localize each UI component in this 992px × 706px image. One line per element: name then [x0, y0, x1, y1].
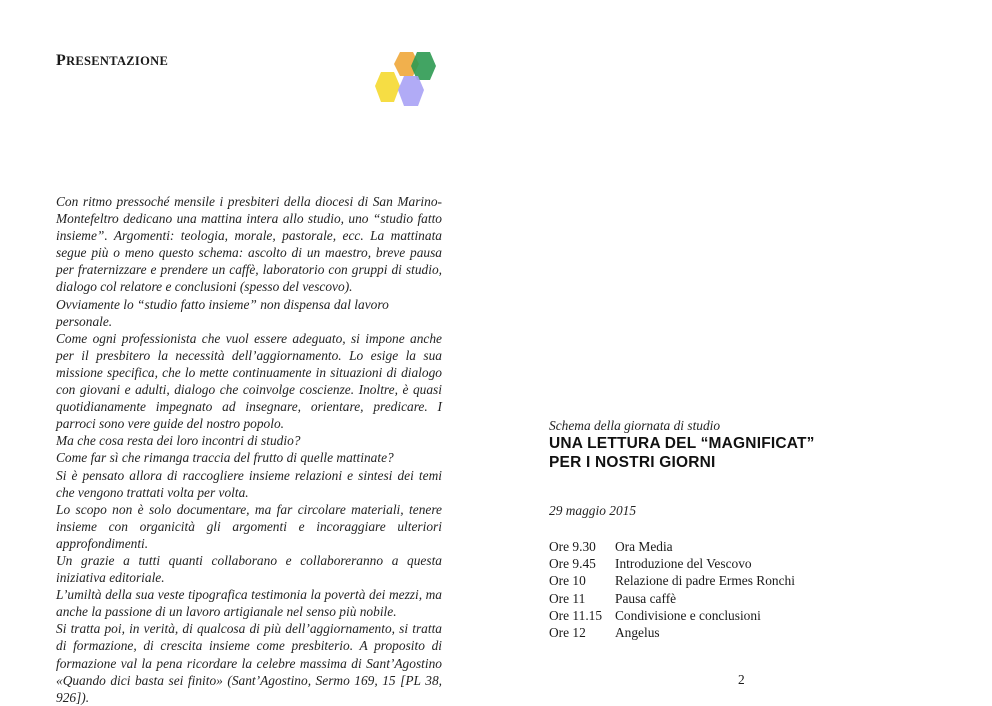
schedule-item: Pausa caffè — [615, 590, 677, 606]
intro-paragraph: Lo scopo non è solo documentare, ma far circolare materiali, tenere insieme con organicità gli argomenti e incoraggiare ulteriori approfondimenti. — [56, 501, 442, 551]
logo-hexagon-purple — [398, 76, 424, 106]
schedule-row — [549, 538, 795, 555]
schedule-row — [549, 555, 795, 572]
page-number: 2 — [738, 672, 745, 687]
intro-paragraph: Ovviamente lo “studio fatto insieme” non dispensa dal lavoro personale. — [56, 296, 389, 329]
intro-paragraph: Come ogni professionista che vuol essere adeguato, si impone anche per il presbitero la necessità dell’aggiornamento. Lo esige la sua missione specifica, che lo mette continuamente in situazioni di dialogo con giovani e adulti, dialogo che coinvolge coscienze. Inoltre, è quasi quotidianamente impegnato ad insegnare, orientare, predicare. I parroci sono vere guide del nostro popolo. — [56, 330, 442, 432]
schedule-row — [549, 624, 795, 641]
hexagon-logo — [370, 50, 444, 110]
page-title — [56, 52, 168, 70]
schedule-time: Ore 10 — [549, 573, 586, 589]
headline-line-2: PER I NOSTRI GIORNI — [549, 454, 716, 471]
intro-paragraph: Un grazie a tutti quanti collaborano e collaboreranno a questa iniziativa editoriale. — [56, 552, 442, 586]
event-headline — [549, 434, 815, 472]
intro-text — [56, 193, 442, 706]
intro-paragraph: Ma che cosa resta dei loro incontri di studio? — [56, 433, 301, 449]
schedule-time: Ore 12 — [549, 625, 586, 641]
schedule-time: Ore 11 — [549, 590, 586, 606]
title-rest: RESENTAZIONE — [66, 54, 169, 68]
intro-paragraph: Come far sì che rimanga traccia del frutto di quelle mattinate? — [56, 450, 394, 466]
headline-line-1: UNA LETTURA DEL “MAGNIFICAT” — [549, 435, 815, 452]
schedule-item: Condivisione e conclusioni — [615, 607, 761, 623]
schedule-row — [549, 607, 795, 624]
schedule-time: Ore 9.45 — [549, 556, 596, 572]
intro-paragraph: L’umiltà della sua veste tipografica testimonia la povertà dei mezzi, ma anche la passione di un lavoro artigianale nel senso più nobile. — [56, 587, 442, 620]
schedule-time: Ore 9.30 — [549, 539, 596, 554]
event-date: 29 maggio 2015 — [549, 503, 637, 518]
logo-hexagon-yellow — [375, 72, 400, 102]
intro-paragraph: Si è pensato allora di raccogliere insieme relazioni e sintesi dei temi che vengono trattati volta per volta. — [56, 467, 442, 500]
title-initial: P — [56, 52, 67, 69]
schedule-item: Ora Media — [615, 539, 673, 554]
intro-paragraph: Con ritmo pressoché mensile i presbiteri della diocesi di San Marino-Montefeltro dedicano una mattina intera allo studio, uno “studio fatto insieme”. Argomenti: teologia, morale, pastorale, ecc. La mattinata segue più o meno questo schema: ascolto di un maestro, breve pausa per fraternizzare e prendere un caffè, laboratorio con gruppi di studio, dialogo col relatore e conclusioni (spesso del vescovo). — [56, 194, 442, 295]
schedule-item: Relazione di padre Ermes Ronchi — [615, 573, 795, 589]
schedule-row — [549, 572, 795, 589]
schedule-item: Angelus — [615, 625, 660, 641]
schedule — [549, 538, 795, 641]
event-subtitle: Schema della giornata di studio — [549, 418, 721, 433]
intro-paragraph: Si tratta poi, in verità, di qualcosa di più dell’aggiornamento, si tratta di formazione, di crescita insieme come presbiterio. A proposito di formazione val la pena ricordare la celebre massima di Sant’Agostino «Quando dici basta sei finito» (Sant’Agostino, Sermo 169, 15 [PL 38, 926]). — [56, 621, 442, 705]
schedule-item: Introduzione del Vescovo — [615, 556, 752, 572]
schedule-time: Ore 11.15 — [549, 607, 603, 623]
schedule-row — [549, 590, 795, 607]
